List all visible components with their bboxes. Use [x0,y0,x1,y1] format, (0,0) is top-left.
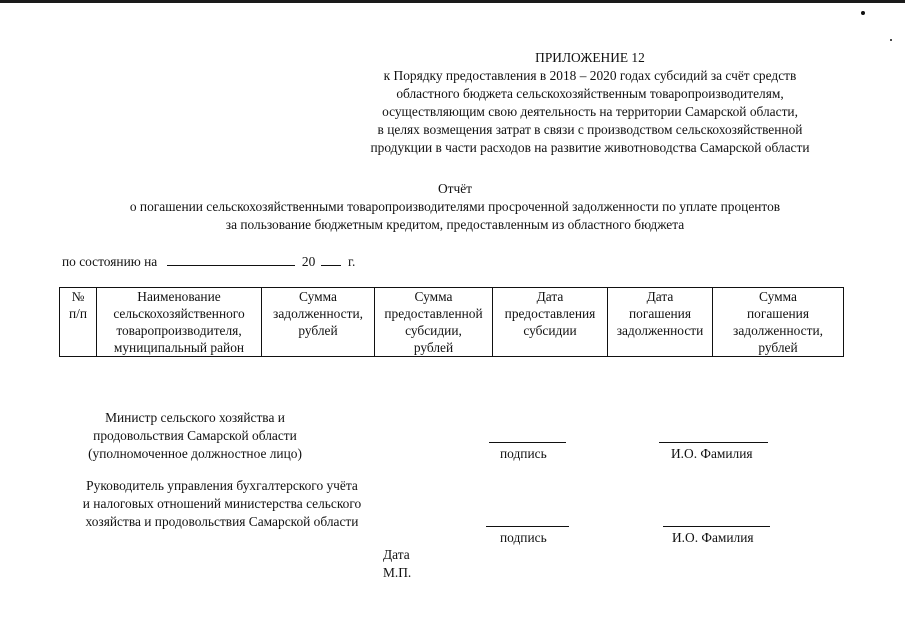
scan-top-edge [0,0,905,3]
as-of-label: по состоянию на [62,254,158,269]
appendix-line: продукции в части расходов на развитие животноводства Самарской области [370,140,810,155]
header-subsidy-date: Дата предоставления субсидии [493,288,608,357]
appendix-line: в целях возмещения затрат в связи с производством сельскохозяйственной [377,122,803,137]
minister-signature-line [489,442,566,443]
accountant-title: Руководитель управления бухгалтерского учёта и налоговых отношений министерства сельского хозяйства и продовольствия Самарской области [82,478,362,529]
year-blank [321,253,341,266]
scan-speck [890,39,892,41]
appendix-number: ПРИЛОЖЕНИЕ 12 [535,50,645,65]
header-row-number: № п/п [60,288,97,357]
report-table [59,287,844,357]
report-title: Отчёт [437,181,473,196]
minister-title: Министр сельского хозяйства и продовольствия Самарской области (уполномоченное должностное лицо) [88,410,302,461]
accountant-name-line [663,526,770,527]
stamp-label: М.П. [383,565,412,580]
report-subtitle-line: за пользование бюджетным кредитом, предоставленным из областного бюджета [225,217,685,232]
scan-speck [861,11,865,15]
accountant-name-label: И.О. Фамилия [672,530,754,545]
header-repayment-date: Дата погашения задолженности [608,288,713,357]
minister-name-label: И.О. Фамилия [671,446,753,461]
date-label: Дата [383,547,410,562]
year-prefix: 20 [301,254,316,269]
date-blank [167,253,295,266]
year-suffix: г. [348,254,356,269]
as-of-date-line [62,253,355,271]
appendix-line: к Порядку предоставления в 2018 – 2020 годах субсидий за счёт средств [383,68,797,83]
header-repayment-amount: Сумма погашения задолженности, рублей [713,288,844,357]
report-title-block [40,180,870,234]
header-producer-name: Наименование сельскохозяйственного товаропроизводителя, муниципальный район [97,288,262,357]
header-debt-amount: Сумма задолженности, рублей [262,288,375,357]
accountant-signature-line [486,526,569,527]
minister-name-line [659,442,768,443]
appendix-line: областного бюджета сельскохозяйственным товаропроизводителям, [396,86,784,101]
header-subsidy-amount: Сумма предоставленной субсидии, рублей [375,288,493,357]
table-header-row [60,288,844,357]
accountant-signature-label: подпись [500,530,547,545]
appendix-header [330,49,850,157]
minister-signature-label: подпись [500,446,547,461]
report-subtitle-line: о погашении сельскохозяйственными товаропроизводителями просроченной задолженности по уплате процентов [129,199,781,214]
appendix-line: осуществляющим свою деятельность на территории Самарской области, [382,104,798,119]
